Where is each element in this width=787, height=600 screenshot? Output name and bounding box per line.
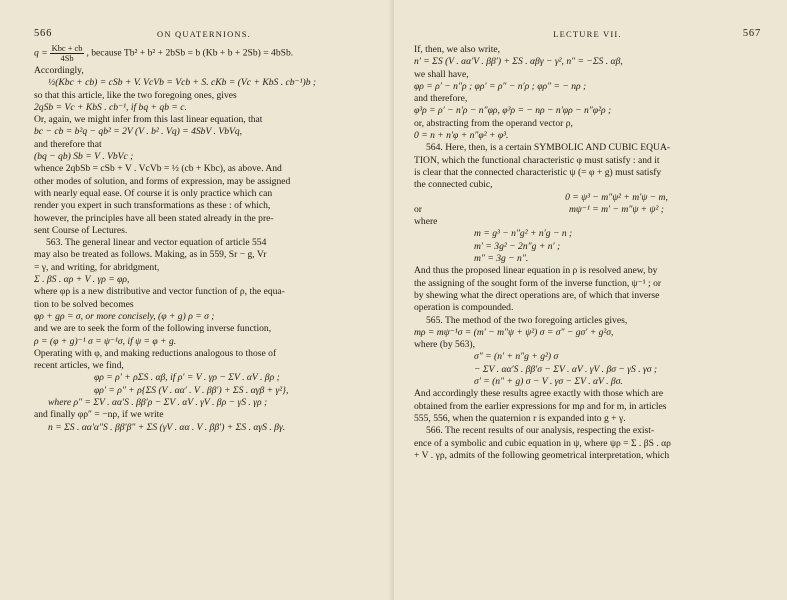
equation-line: Σ . βS . αρ + V . γρ = φρ, bbox=[34, 274, 130, 286]
paragraph-start-line: 565. The method of the two foregoing articles gives, bbox=[426, 314, 628, 326]
right-running-head: LECTURE VII. bbox=[553, 29, 622, 39]
text-line: obtained from the earlier expressions for mρ and for m, in articles bbox=[414, 400, 667, 412]
text-line: however, the principles have all been stated already in the pre- bbox=[34, 212, 274, 224]
equation-line: φρ + gρ = σ, or more concisely, (φ + g) ρ = σ ; bbox=[34, 310, 215, 322]
text-line: sent Course of Lectures. bbox=[34, 224, 128, 236]
left-running-head: ON QUATERNIONS. bbox=[156, 29, 252, 39]
equation-row bbox=[414, 216, 761, 228]
text-line: the connected cubic, bbox=[414, 179, 493, 191]
equation-line: 0 = n + n′φ + n″φ² + φ³. bbox=[414, 130, 509, 142]
equation-rest: , because Tb² + b² + 2bSb = b (Kb + b + 2Sb) = 4bSb. bbox=[86, 47, 294, 59]
text-line: may also be treated as follows. Making, as in 559, Sr − g, Vr bbox=[34, 249, 267, 261]
equation-row-content bbox=[472, 216, 761, 228]
text-line: with nearly equal ease. Of course it is only practice which can bbox=[34, 187, 273, 199]
equation-line: σ″ = (n′ + n″g + g²) σ bbox=[474, 351, 559, 363]
equation-line: σ′ = (n″ + g) σ − V . γσ − ΣV . αV . βσ. bbox=[474, 376, 623, 388]
text-line: ence of a symbolic and cubic equation in ψ, where ψρ = Σ . βS . αρ bbox=[414, 437, 671, 449]
equation-row-label: or bbox=[414, 203, 422, 215]
equation-line: m = g³ − n″g² + n′g − n ; bbox=[474, 228, 573, 240]
text-line: recent articles, we find, bbox=[34, 360, 124, 372]
text-line: we shall have, bbox=[414, 68, 469, 80]
equation-row-content: mψ⁻¹ = m′ − m″ψ + ψ² ; bbox=[569, 203, 664, 215]
equation-line: φρ = ρ′ + ρΣS . αβ, if ρ′ = V . γρ − ΣV . αV . βρ ; bbox=[94, 372, 280, 384]
paragraph-start-line: 566. The recent results of our analysis, respecting the exist- bbox=[426, 425, 655, 437]
equation-line: ρ = (φ + g)⁻¹ σ = ψ⁻¹σ, if ψ = φ + g. bbox=[34, 335, 177, 347]
text-line: the assigning of the sought form of the inverse function, ψ⁻¹ ; or bbox=[414, 277, 662, 289]
text-line: so that this article, like the two foregoing ones, gives bbox=[34, 89, 237, 101]
text-line: And thus the proposed linear equation in ρ is resolved anew, by bbox=[414, 265, 658, 277]
text-line: and we are to seek the form of the following inverse function, bbox=[34, 323, 272, 335]
paragraph-start-line: 563. The general linear and vector equation of article 554 bbox=[46, 237, 267, 249]
equation-line: m′ = 3g² − 2n″g + n′ ; bbox=[474, 240, 561, 252]
text-line: tion to be solved becomes bbox=[34, 298, 134, 310]
text-line: whence 2qbSb = cSb + V . VcVb = ½ (cb + Kbc), as above. And bbox=[34, 163, 282, 175]
equation-line: n′ = ΣS (V . αα′V . ββ′) + ΣS . αβγ − γ², n″ = −ΣS . αβ, bbox=[414, 56, 623, 68]
right-page-body bbox=[414, 44, 761, 462]
paragraph-start-line: 564. Here, then, is a certain SYMBOLIC AND CUBIC EQUA- bbox=[426, 142, 671, 154]
text-line: And accordingly these results agree exactly with those which are bbox=[414, 388, 664, 400]
equation-line: 2qSb = Vc + KbS . cb⁻¹, if bq + qb = c. bbox=[34, 101, 187, 113]
equation-line: (bq − qb) Sb = V . VbVc ; bbox=[34, 151, 134, 163]
fraction-denominator: 4Sb bbox=[60, 54, 74, 63]
text-line: + V . γρ, admits of the following geometrical interpretation, which bbox=[414, 449, 670, 461]
text-line: where φρ is a new distributive and vector function of ρ, the equa- bbox=[34, 286, 285, 298]
equation-row-content: 0 = ψ³ − m″ψ² + m′ψ − m, bbox=[565, 191, 668, 203]
text-line: other modes of solution, and forms of expression, may be assigned bbox=[34, 175, 291, 187]
equation-line: − ΣV . αα′S . ββ′σ − ΣV . αV . γV . βσ − γS . γσ ; bbox=[474, 363, 658, 375]
text-line: and therefore, bbox=[414, 93, 468, 105]
equation-row bbox=[414, 192, 761, 204]
equation-lead: q = bbox=[34, 47, 48, 59]
text-line: Accordingly, bbox=[34, 65, 84, 76]
text-line: = γ, and writing, for abridgment, bbox=[34, 261, 160, 273]
text-line: and therefore that bbox=[34, 138, 102, 150]
equation-line: φρ = ρ′ − n″ρ ; φρ′ = ρ″ − n′ρ ; φρ″ = − nρ ; bbox=[414, 80, 587, 92]
equation-line: where ρ″ = ΣV . αα′S . ββ′ρ − ΣV . αV . γV . βρ − γS . γρ ; bbox=[48, 397, 268, 409]
text-line: Operating with φ, and making reductions analogous to those of bbox=[34, 347, 277, 359]
equation-line: mρ = mψ⁻¹σ = (m′ − m″ψ + ψ²) σ = σ″ − gσ′ + g²σ, bbox=[414, 326, 614, 338]
equation-line: m″ = 3g − n″. bbox=[474, 253, 529, 265]
equation-row bbox=[414, 204, 761, 216]
equation-line: ½(Kbc + cb) = cSb + V. VcVb = Vcb + S. cKb = (Vc + KbS . cb⁻¹)b ; bbox=[48, 77, 317, 89]
left-page-number: 566 bbox=[34, 28, 53, 39]
text-line: where (by 563), bbox=[414, 339, 476, 351]
text-line: Or, again, we might infer from this last linear equation, that bbox=[34, 114, 263, 126]
text-line: If, then, we also write, bbox=[414, 44, 501, 55]
right-page bbox=[394, 0, 787, 600]
fraction bbox=[50, 44, 85, 63]
text-line: operation is compounded. bbox=[414, 302, 514, 314]
equation-line: φρ′ = ρ″ + ρ{ΣS (V . αα′ . V . ββ′) + ΣS . αγβ + γ²}, bbox=[94, 384, 289, 396]
right-page-number: 567 bbox=[742, 28, 761, 39]
equation-row-label bbox=[414, 192, 472, 204]
equation-line: n = ΣS . αα′α″S . ββ′β″ + ΣS (γV . αα . V . ββ′) + ΣS . αγS . βγ. bbox=[48, 421, 286, 433]
equation-line: φ³ρ = ρ′ − n′ρ − n″φρ, φ³ρ = − nρ − n′φρ − n″φ²ρ ; bbox=[414, 105, 612, 117]
right-page-header bbox=[414, 28, 761, 44]
fraction-numerator: Kbc + cb bbox=[51, 44, 83, 53]
left-page-header bbox=[34, 28, 374, 44]
text-line: 555, 556, when the quaternion r is expanded into g + γ. bbox=[414, 412, 626, 424]
text-line: is clear that the connected characteristic ψ (= φ + g) must satisfy bbox=[414, 166, 662, 178]
text-line: or, abstracting from the operand vector ρ, bbox=[414, 117, 573, 129]
equation-line bbox=[34, 44, 374, 63]
text-line: and finally φρ″ = −nρ, if we write bbox=[34, 409, 164, 421]
text-line: render you expert in such transformations as these : of which, bbox=[34, 200, 271, 212]
equation-line: bc − cb = b²q − qb² = 2V (V . b² . Vq) = 4SbV . VbVq, bbox=[34, 126, 243, 138]
equation-row-label: where bbox=[414, 216, 438, 228]
left-page-body bbox=[34, 44, 374, 434]
text-line: by shewing what the direct operations are, of which that inverse bbox=[414, 289, 660, 301]
text-line: TION, which the functional characteristic φ must satisfy : and it bbox=[414, 154, 660, 166]
